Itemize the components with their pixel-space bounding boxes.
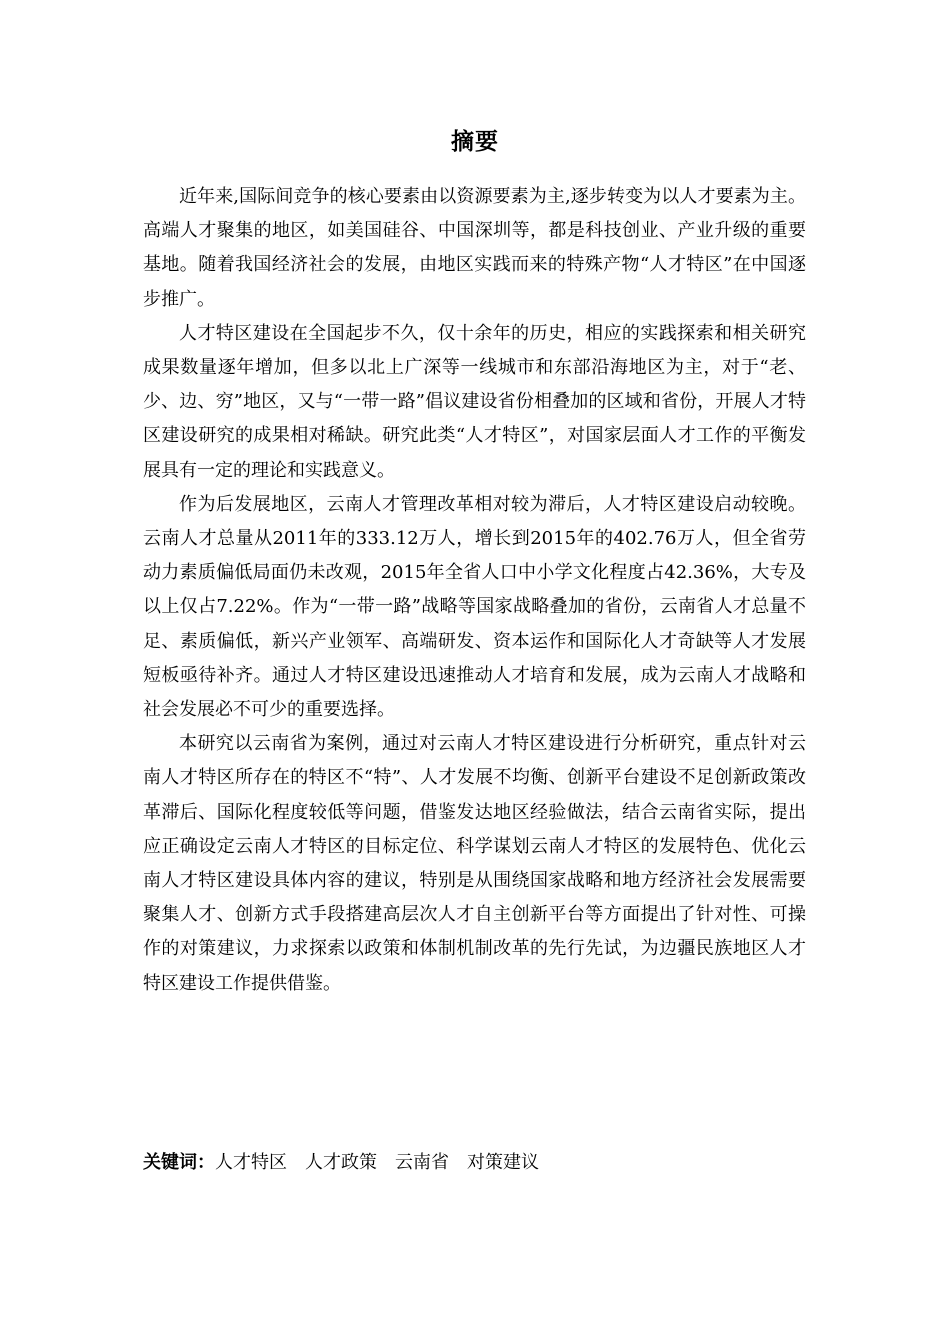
page-title: 摘要 [451,129,499,155]
keyword-item: 人才特区 [215,1152,287,1173]
abstract-paragraph: 本研究以云南省为案例，通过对云南人才特区建设进行分析研究，重点针对云南人才特区所存在的特区不“特”、人才发展不均衡、创新平台建设不足创新政策改革滞后、国际化程度较低等问题，借鉴发达地区经验做法，结合云南省实际，提出应正确设定云南人才特区的目标定位、科学谋划云南人才特区的发展特色、优化云南人才特区建设具体内容的建议，特别是从围绕国家战略和地方经济社会发展需要聚集人才、创新方式手段搭建高层次人才自主创新平台等方面提出了针对性、可操作的对策建议，力求探索以政策和体制机制改革的先行先试，为边疆民族地区人才特区建设工作提供借鉴。 [143,733,806,994]
keyword-item: 对策建议 [467,1152,539,1173]
keyword-item: 人才政策 [305,1152,377,1173]
keywords-label: 关键词： [143,1152,215,1173]
abstract-paragraph: 作为后发展地区，云南人才管理改革相对较为滞后，人才特区建设启动较晚。云南人才总量从2011年的333.12万人，增长到2015年的402.76万人，但全省劳动力素质偏低局面仍未改观，2015年全省人口中小学文化程度占42.36%，大专及以上仅占7.22%。作为“一带一路”战略等国家战略叠加的省份，云南省人才总量不足、素质偏低，新兴产业领军、高端研发、资本运作和国际化人才奇缺等人才发展短板亟待补齐。通过人才特区建设迅速推动人才培育和发展，成为云南人才战略和社会发展必不可少的重要选择。 [143,493,806,721]
keywords-line [143,1148,806,1178]
abstract-paragraph: 近年来,国际间竞争的核心要素由以资源要素为主,逐步转变为以人才要素为主。高端人才聚集的地区，如美国硅谷、中国深圳等，都是科技创业、产业升级的重要基地。随着我国经济社会的发展，由地区实践而来的特殊产物“人才特区”在中国逐步推广。 [143,186,806,310]
abstract-body [143,180,806,1001]
keyword-item: 云南省 [395,1152,449,1173]
abstract-paragraph: 人才特区建设在全国起步不久，仅十余年的历史，相应的实践探索和相关研究成果数量逐年增加，但多以北上广深等一线城市和东部沿海地区为主，对于“老、少、边、穷”地区，又与“一带一路”倡议建设省份相叠加的区域和省份，开展人才特区建设研究的成果相对稀缺。研究此类“人才特区”，对国家层面人才工作的平衡发展具有一定的理论和实践意义。 [143,322,806,481]
